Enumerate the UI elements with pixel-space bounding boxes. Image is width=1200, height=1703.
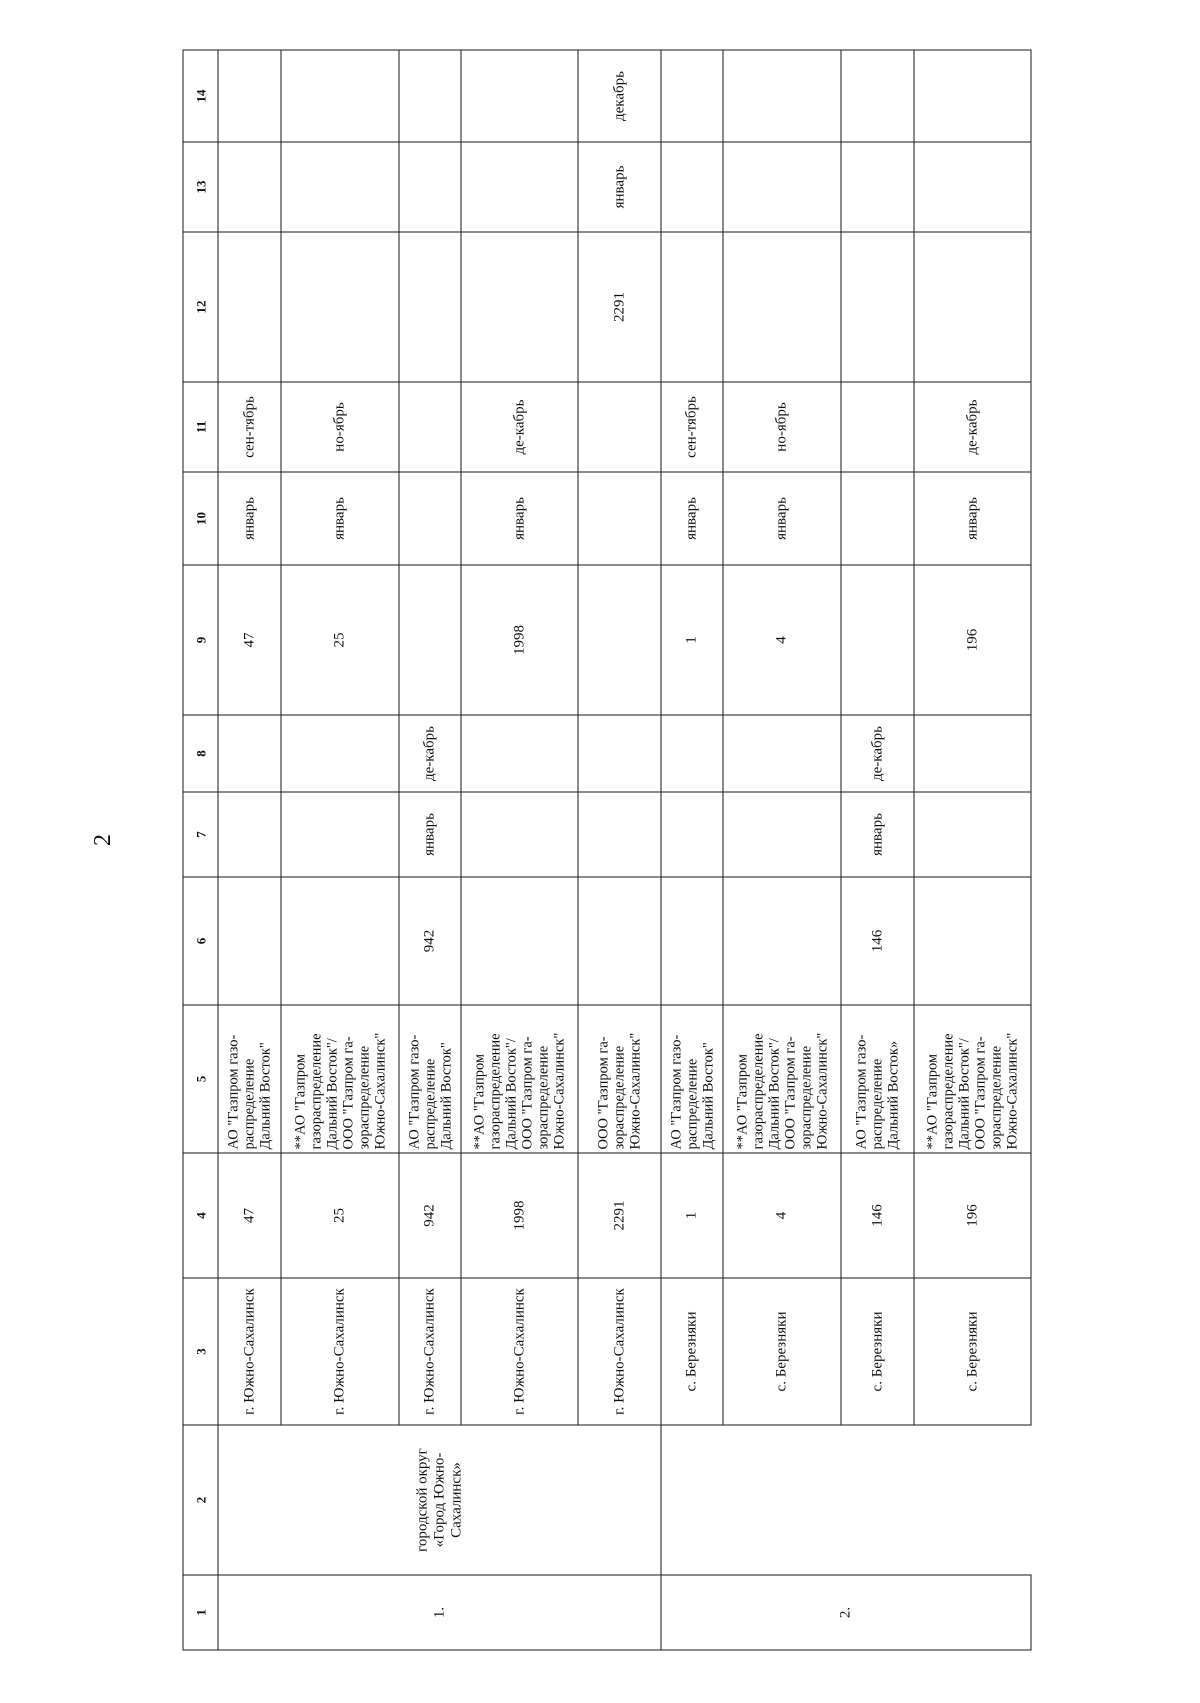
c7-cell: январь bbox=[841, 792, 914, 877]
col-header-4: 4 bbox=[183, 1153, 218, 1278]
c12-cell bbox=[661, 232, 723, 382]
c8-cell: де-кабрь bbox=[841, 715, 914, 792]
table-row bbox=[281, 50, 399, 1650]
c13-cell bbox=[661, 142, 723, 232]
total-count-cell: 25 bbox=[281, 1153, 399, 1278]
c9-cell: 196 bbox=[914, 565, 1031, 715]
table-row bbox=[461, 50, 578, 1650]
total-count-cell: 2291 bbox=[578, 1153, 661, 1278]
c7-cell bbox=[914, 792, 1031, 877]
total-count-cell: 47 bbox=[218, 1153, 281, 1278]
c8-cell bbox=[218, 715, 281, 792]
total-count-cell: 942 bbox=[399, 1153, 461, 1278]
c10-cell: январь bbox=[914, 472, 1031, 565]
col-header-10: 10 bbox=[183, 472, 218, 565]
c13-cell bbox=[723, 142, 841, 232]
c9-cell: 47 bbox=[218, 565, 281, 715]
col-header-14: 14 bbox=[183, 50, 218, 142]
table-row bbox=[218, 50, 281, 1650]
c7-cell bbox=[723, 792, 841, 877]
c11-cell: сен-тябрь bbox=[661, 382, 723, 472]
total-count-cell: 4 bbox=[723, 1153, 841, 1278]
c6-cell bbox=[461, 877, 578, 1005]
c6-cell: 942 bbox=[399, 877, 461, 1005]
c13-cell bbox=[281, 142, 399, 232]
organization-cell: **АО "Газпром газораспределение Дальний Восток"/ ООО "Газпром га-зораспределение Южно-Сахалинск" bbox=[723, 1005, 841, 1153]
col-header-9: 9 bbox=[183, 565, 218, 715]
c11-cell: но-ябрь bbox=[281, 382, 399, 472]
c13-cell bbox=[399, 142, 461, 232]
organization-cell: **АО "Газпром газораспределение Дальний Восток"/ ООО "Газпром га-зораспределение Южно-Сахалинск" bbox=[461, 1005, 578, 1153]
c13-cell: январь bbox=[578, 142, 661, 232]
c9-cell: 4 bbox=[723, 565, 841, 715]
group-number: 2. bbox=[661, 1575, 1031, 1650]
c14-cell bbox=[841, 50, 914, 142]
c11-cell: де-кабрь bbox=[914, 382, 1031, 472]
c6-cell bbox=[218, 877, 281, 1005]
c13-cell bbox=[841, 142, 914, 232]
col-header-1: 1 bbox=[183, 1575, 218, 1650]
table-row bbox=[723, 50, 841, 1650]
c11-cell: де-кабрь bbox=[461, 382, 578, 472]
organization-cell: АО "Газпром газо-распределение Дальний Восток" bbox=[218, 1005, 281, 1153]
settlement-cell: с. Березняки bbox=[914, 1278, 1031, 1425]
organization-cell: ООО "Газпром га-зораспределение Южно-Сахалинск" bbox=[578, 1005, 661, 1153]
group-number: 1. bbox=[218, 1575, 661, 1650]
total-count-cell: 146 bbox=[841, 1153, 914, 1278]
col-header-6: 6 bbox=[183, 877, 218, 1005]
c14-cell bbox=[723, 50, 841, 142]
c9-cell bbox=[399, 565, 461, 715]
c7-cell bbox=[461, 792, 578, 877]
c9-cell bbox=[578, 565, 661, 715]
c6-cell bbox=[281, 877, 399, 1005]
c11-cell: но-ябрь bbox=[723, 382, 841, 472]
c14-cell bbox=[281, 50, 399, 142]
organization-cell: АО "Газпром газо-распределение Дальний Восток" bbox=[661, 1005, 723, 1153]
c6-cell bbox=[661, 877, 723, 1005]
settlement-cell: с. Березняки bbox=[723, 1278, 841, 1425]
c11-cell bbox=[399, 382, 461, 472]
c14-cell: декабрь bbox=[578, 50, 661, 142]
c8-cell bbox=[578, 715, 661, 792]
c7-cell bbox=[218, 792, 281, 877]
settlement-cell: г. Южно-Сахалинск bbox=[218, 1278, 281, 1425]
c9-cell: 1 bbox=[661, 565, 723, 715]
c8-cell bbox=[461, 715, 578, 792]
header-row bbox=[183, 50, 218, 1650]
table-row bbox=[914, 50, 1031, 1650]
c6-cell: 146 bbox=[841, 877, 914, 1005]
c8-cell bbox=[914, 715, 1031, 792]
organization-cell: АО "Газпром газо-распределение Дальний Восток" bbox=[399, 1005, 461, 1153]
c10-cell bbox=[399, 472, 461, 565]
col-header-12: 12 bbox=[183, 232, 218, 382]
total-count-cell: 196 bbox=[914, 1153, 1031, 1278]
settlement-cell: г. Южно-Сахалинск bbox=[399, 1278, 461, 1425]
c9-cell bbox=[841, 565, 914, 715]
col-header-8: 8 bbox=[183, 715, 218, 792]
col-header-5: 5 bbox=[183, 1005, 218, 1153]
settlement-cell: г. Южно-Сахалинск bbox=[281, 1278, 399, 1425]
c10-cell bbox=[841, 472, 914, 565]
c12-cell bbox=[218, 232, 281, 382]
c14-cell bbox=[218, 50, 281, 142]
c8-cell bbox=[281, 715, 399, 792]
table-row bbox=[578, 50, 661, 1650]
col-header-3: 3 bbox=[183, 1278, 218, 1425]
c9-cell: 1998 bbox=[461, 565, 578, 715]
c6-cell bbox=[723, 877, 841, 1005]
table-row bbox=[661, 50, 723, 1650]
c9-cell: 25 bbox=[281, 565, 399, 715]
c13-cell bbox=[461, 142, 578, 232]
c13-cell bbox=[914, 142, 1031, 232]
organization-cell: АО "Газпром газо-распределение Дальний Восток» bbox=[841, 1005, 914, 1153]
c7-cell bbox=[281, 792, 399, 877]
c10-cell: январь bbox=[661, 472, 723, 565]
c6-cell bbox=[914, 877, 1031, 1005]
organization-cell: **АО "Газпром газораспределение Дальний Восток"/ ООО "Газпром га-зораспределение Южно-Сахалинск" bbox=[914, 1005, 1031, 1153]
page-number: 2 bbox=[90, 834, 116, 846]
table-row bbox=[399, 50, 461, 1650]
settlement-cell: с. Березняки bbox=[661, 1278, 723, 1425]
c10-cell: январь bbox=[461, 472, 578, 565]
c12-cell: 2291 bbox=[578, 232, 661, 382]
total-count-cell: 1998 bbox=[461, 1153, 578, 1278]
table-row bbox=[841, 50, 914, 1650]
c14-cell bbox=[914, 50, 1031, 142]
c7-cell: январь bbox=[399, 792, 461, 877]
c10-cell bbox=[578, 472, 661, 565]
c12-cell bbox=[461, 232, 578, 382]
c12-cell bbox=[914, 232, 1031, 382]
gas-distribution-table bbox=[182, 49, 1031, 1650]
c12-cell bbox=[281, 232, 399, 382]
c14-cell bbox=[461, 50, 578, 142]
c12-cell bbox=[399, 232, 461, 382]
settlement-cell: с. Березняки bbox=[841, 1278, 914, 1425]
c14-cell bbox=[661, 50, 723, 142]
col-header-13: 13 bbox=[183, 142, 218, 232]
c11-cell bbox=[841, 382, 914, 472]
c11-cell: сен-тябрь bbox=[218, 382, 281, 472]
c8-cell: де-кабрь bbox=[399, 715, 461, 792]
c8-cell bbox=[661, 715, 723, 792]
c14-cell bbox=[399, 50, 461, 142]
settlement-cell: г. Южно-Сахалинск bbox=[578, 1278, 661, 1425]
col-header-11: 11 bbox=[183, 382, 218, 472]
c12-cell bbox=[841, 232, 914, 382]
c10-cell: январь bbox=[218, 472, 281, 565]
c13-cell bbox=[218, 142, 281, 232]
c6-cell bbox=[578, 877, 661, 1005]
c10-cell: январь bbox=[281, 472, 399, 565]
c8-cell bbox=[723, 715, 841, 792]
municipality-name: городской округ «Город Южно-Сахалинск» bbox=[218, 1425, 661, 1575]
col-header-2: 2 bbox=[183, 1425, 218, 1575]
organization-cell: **АО "Газпром газораспределение Дальний Восток"/ ООО "Газпром га-зораспределение Южно-Сахалинск" bbox=[281, 1005, 399, 1153]
total-count-cell: 1 bbox=[661, 1153, 723, 1278]
rotated-table-container bbox=[182, 50, 1077, 1650]
c12-cell bbox=[723, 232, 841, 382]
col-header-7: 7 bbox=[183, 792, 218, 877]
c7-cell bbox=[661, 792, 723, 877]
settlement-cell: г. Южно-Сахалинск bbox=[461, 1278, 578, 1425]
c11-cell bbox=[578, 382, 661, 472]
c10-cell: январь bbox=[723, 472, 841, 565]
municipality-name bbox=[661, 1425, 1031, 1575]
c7-cell bbox=[578, 792, 661, 877]
